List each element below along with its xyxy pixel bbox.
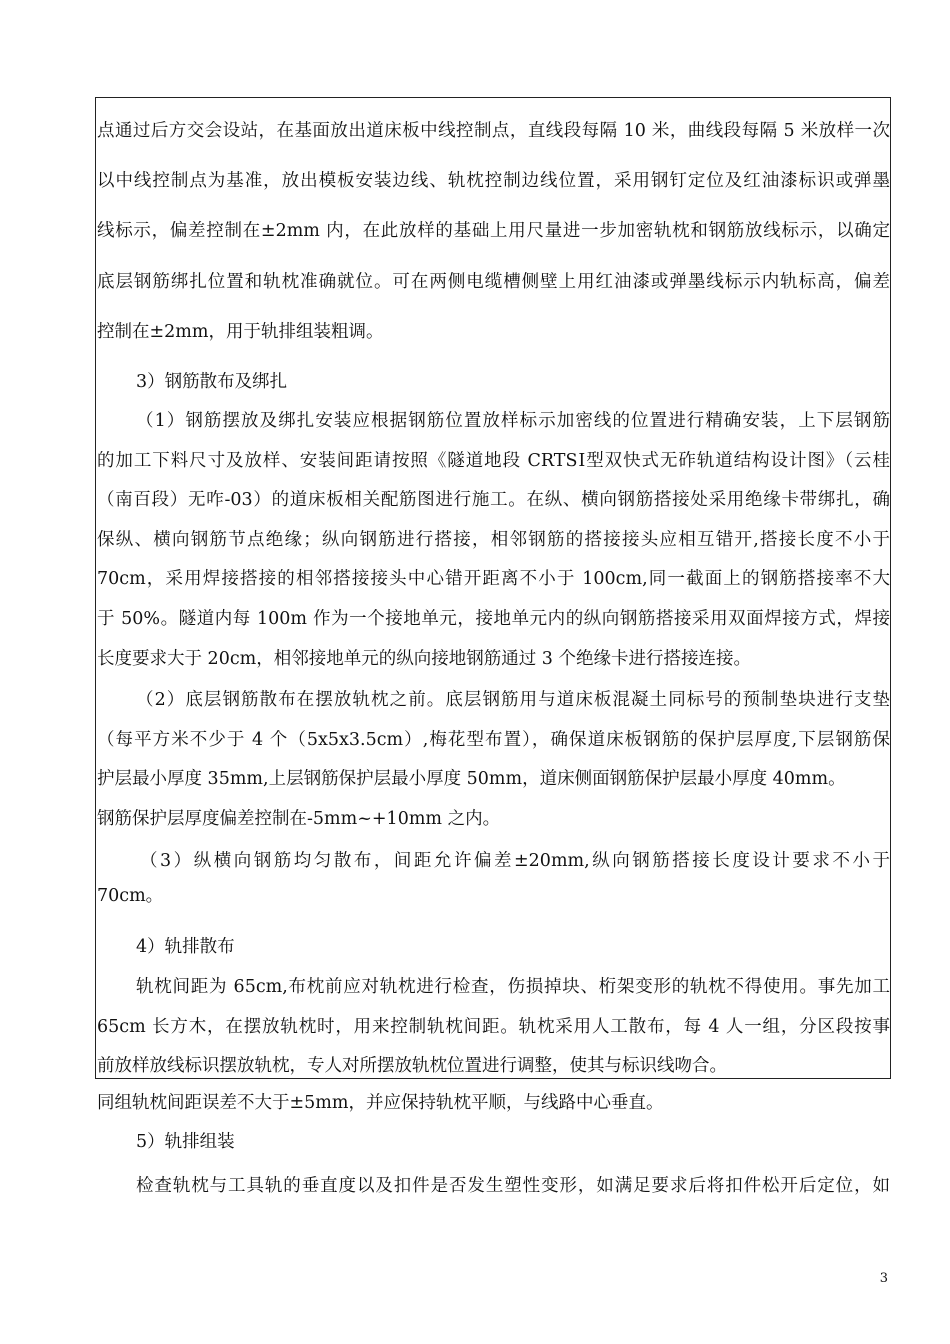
text-line: 轨枕间距为 65cm,布枕前应对轨枕进行检查，伤损掉块、桁架变形的轨枕不得使用。事先加工 [136,977,890,997]
text-line: （每平方米不少于 4 个（5x5x3.5cm）,梅花型布置），确保道床板钢筋的保护层厚度,下层钢筋保 [97,730,890,750]
page-number: 3 [879,1271,888,1286]
section-heading: 5）轨排组装 [136,1132,235,1152]
text-line: 65cm 长方木，在摆放轨枕时，用来控制轨枕间距。轨枕采用人工散布，每 4 人一组，分区段按事 [97,1017,890,1037]
text-line: 于 50%。隧道内每 100m 作为一个接地单元，接地单元内的纵向钢筋搭接采用双面焊接方式，焊接 [97,609,890,629]
text-line: 长度要求大于 20cm，相邻接地单元的纵向接地钢筋通过 3 个绝缘卡进行搭接连接。 [97,649,751,669]
text-line: （3）纵横向钢筋均匀散布，间距允许偏差±20mm,纵向钢筋搭接长度设计要求不小于 [140,851,890,871]
text-line: （南百段）无咋-03）的道床板相关配筋图进行施工。在纵、横向钢筋搭接处采用绝缘卡带绑扎，确 [97,490,890,510]
text-line: 点通过后方交会设站，在基面放出道床板中线控制点，直线段每隔 10 米，曲线段每隔 5 米放样一次 [97,121,890,141]
text-line: 以中线控制点为基准，放出模板安装边线、轨枕控制边线位置，采用钢钉定位及红油漆标识或弹墨 [97,171,890,191]
text-line: 的加工下料尺寸及放样、安装间距请按照《隧道地段 CRTSⅠ型双快式无砟轨道结构设计图》（云桂 [97,451,890,471]
text-line: （2）底层钢筋散布在摆放轨枕之前。底层钢筋用与道床板混凝土同标号的预制垫块进行支垫 [136,690,890,710]
text-line: 70cm。 [97,886,164,906]
section-heading: 3）钢筋散布及绑扎 [136,372,288,392]
text-line: （1）钢筋摆放及绑扎安装应根据钢筋位置放样标示加密线的位置进行精确安装，上下层钢筋 [136,411,890,431]
text-line: 线标示，偏差控制在±2mm 内，在此放样的基础上用尺量进一步加密轨枕和钢筋放线标示，以确定 [97,221,890,241]
text-line: 护层最小厚度 35mm,上层钢筋保护层最小厚度 50mm，道床侧面钢筋保护层最小厚度 40mm。 [97,769,846,789]
text-line: 同组轨枕间距误差不大于±5mm，并应保持轨枕平顺，与线路中心垂直。 [97,1093,664,1113]
text-line: 保纵、横向钢筋节点绝缘；纵向钢筋进行搭接，相邻钢筋的搭接接头应相互错开,搭接长度不小于 [97,530,890,550]
text-line: 控制在±2mm，用于轨排组装粗调。 [97,322,384,342]
section-heading: 4）轨排散布 [136,937,235,957]
text-line: 70cm，采用焊接搭接的相邻搭接接头中心错开距离不小于 100cm,同一截面上的钢筋搭接率不大 [97,569,890,589]
text-line: 钢筋保护层厚度偏差控制在-5mm~+10mm 之内。 [97,809,501,829]
text-line: 前放样放线标识摆放轨枕，专人对所摆放轨枕位置进行调整，使其与标识线吻合。 [97,1056,727,1076]
text-line: 底层钢筋绑扎位置和轨枕准确就位。可在两侧电缆槽侧壁上用红油漆或弹墨线标示内轨标高，偏差 [97,272,890,292]
text-line: 检查轨枕与工具轨的垂直度以及扣件是否发生塑性变形，如满足要求后将扣件松开后定位，如 [136,1176,890,1196]
